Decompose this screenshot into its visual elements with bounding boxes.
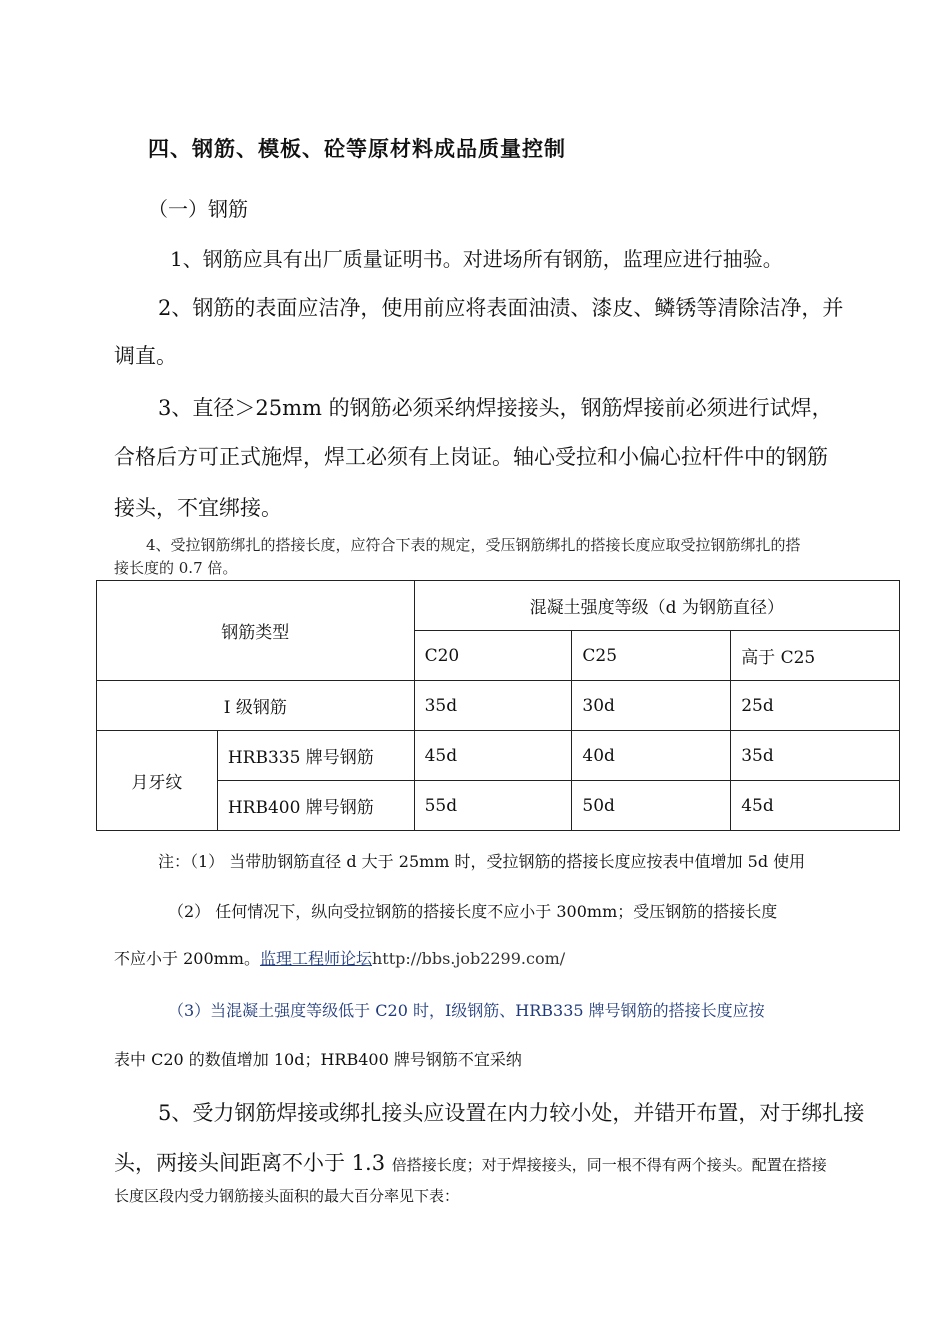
row-label-hrb335: HRB335 牌号钢筋 [217,731,414,781]
note-2-line-2 [114,946,565,969]
note-1: 注：（1） 当带肋钢筋直径 d 大于 25mm 时，受拉钢筋的搭接长度应按表中值增加 5d 使用 [158,852,806,871]
forum-link[interactable]: 监理工程师论坛 [259,949,372,968]
forum-url[interactable]: http://bbs.job2299.com/ [372,949,566,968]
row-label-hrb400: HRB400 牌号钢筋 [217,781,414,831]
paragraph-5-line-2 [114,1147,827,1177]
grade-c25: C25 [572,631,731,681]
note-2-text: 不应小于 200mm。 [114,949,260,968]
paragraph-3-line-2: 合格后方可正式施焊，焊工必须有上岗证。轴心受拉和小偏心拉杆件中的钢筋 [114,445,828,469]
table-cell: 35d [414,681,572,731]
paragraph-4-line-2: 接长度的 0.7 倍。 [114,559,238,577]
table-cell: 45d [731,781,900,831]
note-3-line-2: 表中 C20 的数值增加 10d；HRB400 牌号钢筋不宜采纳 [114,1050,522,1069]
table-cell: 30d [572,681,731,731]
header-rebar-type: 钢筋类型 [97,581,415,681]
paragraph-2-line-2: 调直。 [114,344,177,368]
grade-above-c25: 高于 C25 [731,631,900,681]
table-header-row [97,581,900,631]
table-cell: 35d [731,731,900,781]
table-row [97,731,900,781]
lap-length-table [96,580,900,831]
table-cell: 55d [414,781,572,831]
paragraph-2-line-1: 2、钢筋的表面应洁净，使用前应将表面油渍、漆皮、鳞锈等清除洁净，并 [158,296,844,320]
table-cell: 25d [731,681,900,731]
note-3-line-1: （3）当混凝土强度等级低于 C20 时，Ⅰ级钢筋、HRB335 牌号钢筋的搭接长度应按 [168,1001,765,1020]
paragraph-3-line-3: 接头，不宜绑接。 [114,496,282,520]
paragraph-1: 1、钢筋应具有出厂质量证明书。对进场所有钢筋，监理应进行抽验。 [170,247,783,271]
paragraph-5-line-3: 长度区段内受力钢筋接头面积的最大百分率见下表： [114,1187,460,1205]
row-group-crescent: 月牙纹 [97,731,218,831]
table-cell: 40d [572,731,731,781]
section-heading: 四、钢筋、模板、砼等原材料成品质量控制 [148,136,566,161]
table-row [97,781,900,831]
paragraph-3-line-1: 3、直径＞25mm 的钢筋必须采纳焊接接头，钢筋焊接前必须进行试焊， [158,396,833,420]
paragraph-5-line-2-main: 头，两接头间距离不小于 1.3 [114,1151,386,1175]
header-concrete-grade: 混凝土强度等级（d 为钢筋直径） [414,581,899,631]
table-cell: 45d [414,731,572,781]
subsection-heading: （一）钢筋 [148,197,248,221]
paragraph-4-line-1: 4、受拉钢筋绑扎的搭接长度，应符合下表的规定，受压钢筋绑扎的搭接长度应取受拉钢筋绑扎的搭 [146,536,801,554]
grade-c20: C20 [414,631,572,681]
paragraph-5-line-1: 5、受力钢筋焊接或绑扎接头应设置在内力较小处，并错开布置，对于绑扎接 [158,1101,865,1125]
row-label-grade-1: I 级钢筋 [97,681,415,731]
note-2-line-1: （2） 任何情况下，纵向受拉钢筋的搭接长度不应小于 300mm；受压钢筋的搭接长度 [168,902,778,921]
table-cell: 50d [572,781,731,831]
paragraph-5-line-2-tail: 倍搭接长度；对于焊接接头，同一根不得有两个接头。配置在搭接 [391,1156,827,1174]
table-row [97,681,900,731]
